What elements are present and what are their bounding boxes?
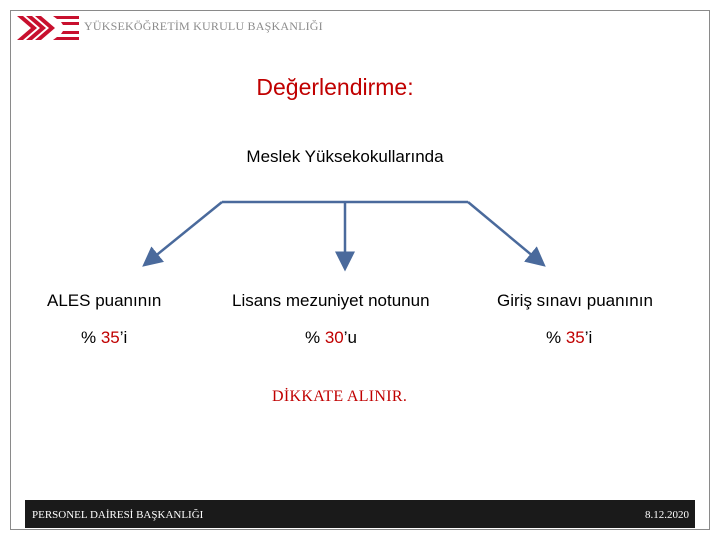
note-text: DİKKATE ALINIR. (272, 388, 408, 405)
organization-name: YÜKSEKÖĞRETİM KURULU BAŞKANLIĞI (84, 19, 323, 33)
pct-value: 30 (324, 328, 344, 347)
footer-date: 8.12.2020 (645, 509, 689, 521)
arrow-right (468, 202, 540, 262)
criterion-label-ales: ALES puanının (47, 291, 162, 310)
slide-subtitle: Meslek Yüksekokullarında (246, 147, 444, 166)
slide-title: Değerlendirme: (256, 74, 414, 100)
criterion-label-lisans: Lisans mezuniyet notunun (232, 291, 430, 310)
footer-bar (25, 500, 695, 528)
criterion-pct-giris: % 35’i (546, 328, 593, 347)
pct-value: 35 (565, 328, 585, 347)
arrow-left (148, 202, 222, 262)
criterion-pct-lisans: % 30’u (305, 328, 357, 347)
pct-value: 35 (100, 328, 120, 347)
footer-department: PERSONEL DAİRESİ BAŞKANLIĞI (32, 509, 204, 521)
criterion-label-giris: Giriş sınavı puanının (497, 291, 653, 310)
criterion-pct-ales: % 35’i (81, 328, 128, 347)
